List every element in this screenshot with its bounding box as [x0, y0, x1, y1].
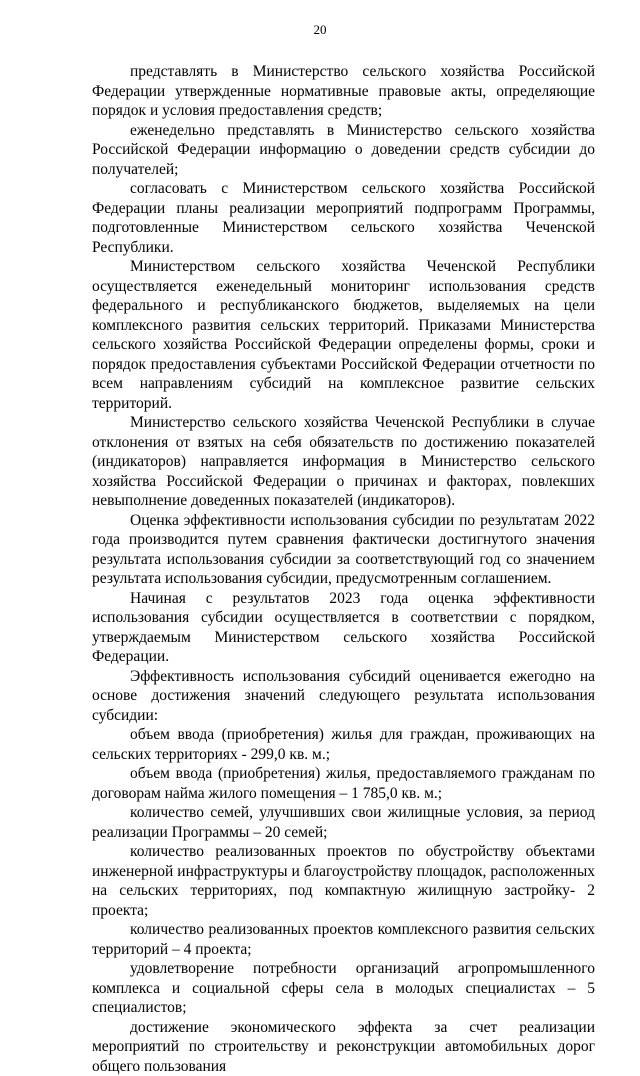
paragraph: Министерством сельского хозяйства Чеченской Республики осуществляется еженедельный мониторинг использования средств федерального и республиканского бюджетов, выделяемых на цели комплексного развития сельских территорий. Приказами Министерства сельского хозяйства Российской Федерации определены формы, сроки и порядок предоставления субъектами Российской Федерации отчетности по всем направлениям субсидий на комплексное развитие сельских территорий. — [92, 257, 595, 413]
list-item: объем ввода (приобретения) жилья для граждан, проживающих на сельских территориях - 299,0 кв. м.; — [92, 725, 595, 764]
paragraph: Министерство сельского хозяйства Чеченской Республики в случае отклонения от взятых на себя обязательств по достижению показателей (индикаторов) направляется информация в Министерство сельского хозяйства Российской Федерации о причинах и факторах, повлекших невыполнение доведенных показателей (индикаторов). — [92, 413, 595, 511]
list-item: объем ввода (приобретения) жилья, предоставляемого гражданам по договорам найма жилого помещения – 1 785,0 кв. м.; — [92, 764, 595, 803]
page-number: 20 — [0, 22, 640, 38]
paragraph: Начиная с результатов 2023 года оценка эффективности использования субсидии осуществляется в соответствии с порядком, утверждаемым Министерством сельского хозяйства Российской Федерации. — [92, 589, 595, 667]
body-text — [92, 62, 595, 1076]
paragraph: представлять в Министерство сельского хозяйства Российской Федерации утвержденные нормативные правовые акты, определяющие порядок и условия предоставления средств; — [92, 62, 595, 121]
list-item: достижение экономического эффекта за счет реализации мероприятий по строительству и реконструкции автомобильных дорог общего пользования — [92, 1018, 595, 1076]
list-item: количество реализованных проектов по обустройству объектами инженерной инфраструктуры и благоустройству площадок, расположенных на сельских территориях, под компактную жилищную застройку- 2 проекта; — [92, 842, 595, 920]
list-item: количество семей, улучшивших свои жилищные условия, за период реализации Программы – 20 семей; — [92, 803, 595, 842]
paragraph: Оценка эффективности использования субсидии по результатам 2022 года производится путем сравнения фактически достигнутого значения результата использования субсидии за соответствующий год со значением результата использования субсидии, предусмотренным соглашением. — [92, 511, 595, 589]
list-item: количество реализованных проектов комплексного развития сельских территорий – 4 проекта; — [92, 920, 595, 959]
paragraph: Эффективность использования субсидий оценивается ежегодно на основе достижения значений следующего результата использования субсидии: — [92, 667, 595, 726]
paragraph: согласовать с Министерством сельского хозяйства Российской Федерации планы реализации мероприятий подпрограмм Программы, подготовленные Министерством сельского хозяйства Чеченской Республики. — [92, 179, 595, 257]
paragraph: еженедельно представлять в Министерство сельского хозяйства Российской Федерации информацию о доведении средств субсидии до получателей; — [92, 121, 595, 180]
list-item: удовлетворение потребности организаций агропромышленного комплекса и социальной сферы села в молодых специалистах – 5 специалистов; — [92, 959, 595, 1018]
